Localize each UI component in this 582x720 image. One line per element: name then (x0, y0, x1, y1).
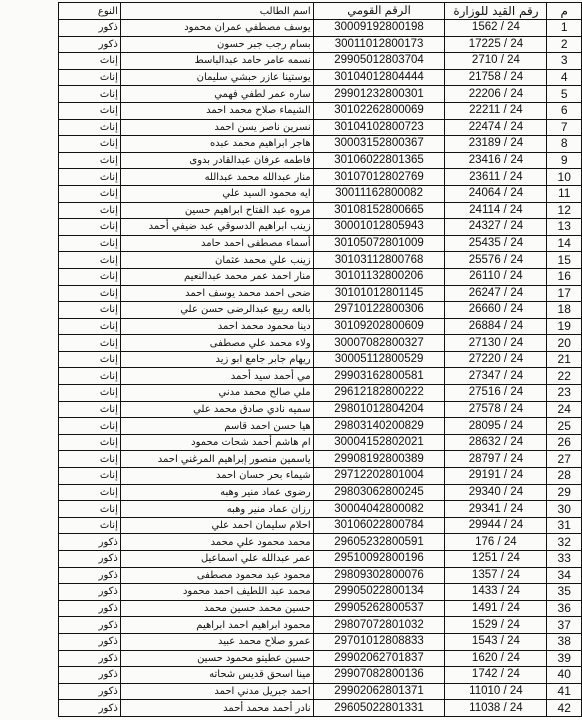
cell-index: 11 (547, 185, 582, 202)
cell-registration-number: 24 / 1251 (445, 551, 547, 568)
cell-index: 40 (547, 667, 582, 684)
cell-national-id: 29905262800537 (313, 600, 445, 617)
cell-national-id: 29809302800076 (313, 567, 445, 584)
cell-gender: إناث (59, 302, 121, 319)
table-row (59, 385, 582, 402)
cell-gender: ذكور (59, 36, 121, 53)
cell-student-name: هيا حسن احمد قاسم (120, 418, 313, 435)
cell-gender: إناث (59, 252, 121, 269)
cell-index: 23 (547, 385, 582, 402)
table-row (59, 683, 582, 700)
cell-national-id: 29803140200829 (313, 418, 445, 435)
cell-national-id: 29510092800196 (313, 551, 445, 568)
cell-student-name: رضوى عماد منير وهبه (120, 484, 313, 501)
table-row (59, 335, 582, 352)
cell-index: 37 (547, 617, 582, 634)
cell-index: 3 (547, 53, 582, 70)
cell-national-id: 29903162800581 (313, 368, 445, 385)
cell-registration-number: 24 / 1357 (445, 567, 547, 584)
cell-gender: ذكور (59, 584, 121, 601)
cell-index: 34 (547, 567, 582, 584)
table-row (59, 650, 582, 667)
cell-national-id: 30104012804444 (313, 69, 445, 86)
header-registration-number: رقم القيد للوزارة (445, 3, 547, 20)
cell-index: 21 (547, 351, 582, 368)
table-row (59, 53, 582, 70)
cell-index: 22 (547, 368, 582, 385)
cell-student-name: احمد جبريل مدني احمد (120, 683, 313, 700)
cell-student-name: محمود ابراهيم احمد ابراهيم (120, 617, 313, 634)
cell-national-id: 30108152800665 (313, 202, 445, 219)
table-row (59, 401, 582, 418)
cell-index: 42 (547, 700, 582, 717)
cell-index: 5 (547, 86, 582, 103)
cell-student-name: حسين محمد حسين محمد (120, 600, 313, 617)
cell-gender: إناث (59, 235, 121, 252)
cell-registration-number: 24 / 17225 (445, 36, 547, 53)
cell-national-id: 30101012801145 (313, 285, 445, 302)
cell-national-id: 29905012803704 (313, 53, 445, 70)
cell-student-name: ولاء محمد علي مصطفى (120, 335, 313, 352)
cell-index: 20 (547, 335, 582, 352)
cell-national-id: 30004152802021 (313, 434, 445, 451)
table-row (59, 86, 582, 103)
cell-gender: إناث (59, 102, 121, 119)
table-row (59, 119, 582, 136)
cell-registration-number: 24 / 26110 (445, 268, 547, 285)
cell-index: 25 (547, 418, 582, 435)
cell-index: 26 (547, 434, 582, 451)
cell-gender: إناث (59, 169, 121, 186)
cell-gender: إناث (59, 401, 121, 418)
cell-student-name: الشيماء صلاح محمد احمد (120, 102, 313, 119)
cell-student-name: ملي صالح محمد مدني (120, 385, 313, 402)
cell-national-id: 30106022801365 (313, 152, 445, 169)
cell-registration-number: 24 / 26884 (445, 318, 547, 335)
cell-student-name: ياسمين منصور إبراهيم المرغني احمد (120, 451, 313, 468)
table-row (59, 368, 582, 385)
cell-national-id: 29701012808833 (313, 633, 445, 650)
cell-student-name: محمود عبد محمود مصطفى (120, 567, 313, 584)
cell-national-id: 30004042800082 (313, 501, 445, 518)
cell-gender: إناث (59, 268, 121, 285)
table-row (59, 600, 582, 617)
cell-gender: إناث (59, 517, 121, 534)
cell-gender: إناث (59, 119, 121, 136)
cell-gender: إناث (59, 136, 121, 153)
cell-student-name: هاجر ابراهيم محمد عبده (120, 136, 313, 153)
table-row (59, 136, 582, 153)
cell-national-id: 30011012800173 (313, 36, 445, 53)
table-row (59, 302, 582, 319)
cell-national-id: 30102262800069 (313, 102, 445, 119)
cell-student-name: ريهام جابر جامع ابو زيد (120, 351, 313, 368)
cell-student-name: شيماء بحر حسان احمد (120, 468, 313, 485)
cell-student-name: دينا محمود محمد احمد (120, 318, 313, 335)
cell-gender: إناث (59, 335, 121, 352)
table-row (59, 667, 582, 684)
cell-gender: ذكور (59, 617, 121, 634)
cell-gender: إناث (59, 69, 121, 86)
cell-registration-number: 24 / 22206 (445, 86, 547, 103)
table-row (59, 700, 582, 717)
cell-gender: إناث (59, 368, 121, 385)
cell-student-name: يوستينا عازر حبشي سليمان (120, 69, 313, 86)
cell-gender: ذكور (59, 600, 121, 617)
cell-registration-number: 24 / 28632 (445, 434, 547, 451)
cell-national-id: 30101132800206 (313, 268, 445, 285)
cell-registration-number: 24 / 23611 (445, 169, 547, 186)
cell-student-name: منار احمد عمر محمد عبدالنعيم (120, 268, 313, 285)
cell-index: 9 (547, 152, 582, 169)
table-row (59, 584, 582, 601)
table-row (59, 418, 582, 435)
cell-registration-number: 24 / 25435 (445, 235, 547, 252)
table-row (59, 517, 582, 534)
students-table (58, 2, 582, 717)
cell-registration-number: 24 / 11010 (445, 683, 547, 700)
cell-index: 15 (547, 252, 582, 269)
cell-student-name: أسماء مصطفى احمد حامد (120, 235, 313, 252)
cell-index: 35 (547, 584, 582, 601)
cell-student-name: احلام سليمان احمد علي (120, 517, 313, 534)
cell-index: 2 (547, 36, 582, 53)
cell-registration-number: 24 / 28095 (445, 418, 547, 435)
cell-index: 41 (547, 683, 582, 700)
cell-registration-number: 24 / 1562 (445, 20, 547, 37)
cell-student-name: بسام رجب جبر حسون (120, 36, 313, 53)
cell-registration-number: 24 / 24064 (445, 185, 547, 202)
cell-national-id: 29905022800134 (313, 584, 445, 601)
cell-index: 27 (547, 451, 582, 468)
table-row (59, 152, 582, 169)
cell-gender: إناث (59, 53, 121, 70)
cell-student-name: ايه محمود السيد علي (120, 185, 313, 202)
cell-registration-number: 24 / 29191 (445, 468, 547, 485)
cell-student-name: يوسف مصطفي عمران محمود (120, 20, 313, 37)
cell-registration-number: 24 / 27347 (445, 368, 547, 385)
cell-index: 7 (547, 119, 582, 136)
cell-index: 31 (547, 517, 582, 534)
table-row (59, 268, 582, 285)
table-row (59, 185, 582, 202)
cell-gender: ذكور (59, 667, 121, 684)
table-row (59, 235, 582, 252)
cell-index: 30 (547, 501, 582, 518)
cell-index: 14 (547, 235, 582, 252)
cell-index: 17 (547, 285, 582, 302)
cell-gender: إناث (59, 202, 121, 219)
cell-registration-number: 24 / 22474 (445, 119, 547, 136)
cell-index: 28 (547, 468, 582, 485)
cell-gender: ذكور (59, 20, 121, 37)
cell-national-id: 30106022800784 (313, 517, 445, 534)
cell-national-id: 30107012802769 (313, 169, 445, 186)
header-student-name: اسم الطالب (120, 3, 313, 20)
table-row (59, 285, 582, 302)
cell-registration-number: 24 / 22211 (445, 102, 547, 119)
cell-gender: إناث (59, 418, 121, 435)
cell-gender: إناث (59, 484, 121, 501)
cell-index: 19 (547, 318, 582, 335)
cell-index: 10 (547, 169, 582, 186)
cell-student-name: مينا اسحق قديس شحاته (120, 667, 313, 684)
cell-registration-number: 24 / 29341 (445, 501, 547, 518)
cell-gender: ذكور (59, 650, 121, 667)
cell-gender: ذكور (59, 567, 121, 584)
cell-student-name: نسرين ناصر يسن احمد (120, 119, 313, 136)
cell-registration-number: 24 / 27130 (445, 335, 547, 352)
cell-registration-number: 24 / 25576 (445, 252, 547, 269)
table-row (59, 434, 582, 451)
header-gender: النوع (59, 3, 121, 20)
cell-index: 6 (547, 102, 582, 119)
cell-national-id: 29907082800136 (313, 667, 445, 684)
cell-registration-number: 24 / 24114 (445, 202, 547, 219)
cell-student-name: زينب ابراهيم الدسوقي عبد ضيفي أحمد (120, 219, 313, 236)
cell-gender: ذكور (59, 633, 121, 650)
table-row (59, 351, 582, 368)
table-row (59, 252, 582, 269)
table-row (59, 451, 582, 468)
cell-student-name: نسمه عامر حامد عبدالباسط (120, 53, 313, 70)
cell-registration-number: 24 / 1742 (445, 667, 547, 684)
table-row (59, 501, 582, 518)
cell-registration-number: 24 / 23189 (445, 136, 547, 153)
cell-national-id: 30003152800367 (313, 136, 445, 153)
table-row (59, 617, 582, 634)
table-row (59, 102, 582, 119)
cell-registration-number: 24 / 2710 (445, 53, 547, 70)
cell-national-id: 29801012804204 (313, 401, 445, 418)
cell-registration-number: 24 / 28797 (445, 451, 547, 468)
cell-student-name: ساره عمر لطفي فهمي (120, 86, 313, 103)
cell-student-name: زينب علي محمد عثمان (120, 252, 313, 269)
cell-student-name: مروه عبد الفتاح ابراهيم حسين (120, 202, 313, 219)
cell-gender: إناث (59, 152, 121, 169)
cell-national-id: 29902062801371 (313, 683, 445, 700)
cell-gender: ذكور (59, 683, 121, 700)
table-row (59, 36, 582, 53)
cell-national-id: 30001012805943 (313, 219, 445, 236)
cell-index: 33 (547, 551, 582, 568)
cell-student-name: رزان عماد منير وهبه (120, 501, 313, 518)
table-row (59, 534, 582, 551)
cell-national-id: 30104102800723 (313, 119, 445, 136)
cell-gender: إناث (59, 351, 121, 368)
cell-registration-number: 24 / 11038 (445, 700, 547, 717)
cell-gender: إناث (59, 86, 121, 103)
cell-index: 18 (547, 302, 582, 319)
cell-gender: ذكور (59, 551, 121, 568)
cell-national-id: 30105072801009 (313, 235, 445, 252)
cell-index: 38 (547, 633, 582, 650)
cell-national-id: 30011162800082 (313, 185, 445, 202)
table-row (59, 468, 582, 485)
table-row (59, 567, 582, 584)
table-row (59, 202, 582, 219)
cell-registration-number: 24 / 1433 (445, 584, 547, 601)
table-row (59, 219, 582, 236)
cell-national-id: 29605022801331 (313, 700, 445, 717)
cell-national-id: 29901232800301 (313, 86, 445, 103)
cell-national-id: 29908192800389 (313, 451, 445, 468)
cell-gender: إناث (59, 434, 121, 451)
cell-national-id: 30005112800529 (313, 351, 445, 368)
cell-student-name: محمد محمود علي محمد (120, 534, 313, 551)
cell-gender: ذكور (59, 534, 121, 551)
table-row (59, 20, 582, 37)
cell-student-name: حسين عطيتو محمود حسين (120, 650, 313, 667)
cell-index: 1 (547, 20, 582, 37)
cell-student-name: عمر عبدالله علي اسماعيل (120, 551, 313, 568)
table-row (59, 69, 582, 86)
cell-registration-number: 24 / 26660 (445, 302, 547, 319)
cell-student-name: بالعه ربيع عبدالرضى حسن علي (120, 302, 313, 319)
cell-national-id: 29710122800306 (313, 302, 445, 319)
cell-national-id: 30103112800768 (313, 252, 445, 269)
header-national-id: الرقم القومي (313, 3, 445, 20)
cell-registration-number: 24 / 1529 (445, 617, 547, 634)
cell-index: 12 (547, 202, 582, 219)
cell-gender: ذكور (59, 700, 121, 717)
cell-registration-number: 24 / 23416 (445, 152, 547, 169)
cell-index: 16 (547, 268, 582, 285)
cell-student-name: محمد عبد اللطيف احمد محمود (120, 584, 313, 601)
cell-index: 29 (547, 484, 582, 501)
cell-registration-number: 24 / 1491 (445, 600, 547, 617)
cell-index: 13 (547, 219, 582, 236)
cell-national-id: 30009192800198 (313, 20, 445, 37)
table-body (59, 20, 582, 717)
cell-national-id: 29612182800222 (313, 385, 445, 402)
cell-national-id: 30109202800609 (313, 318, 445, 335)
cell-registration-number: 24 / 29944 (445, 517, 547, 534)
cell-student-name: فاطمه عرفان عبدالقادر بدوى (120, 152, 313, 169)
cell-gender: إناث (59, 385, 121, 402)
cell-registration-number: 24 / 1620 (445, 650, 547, 667)
cell-index: 32 (547, 534, 582, 551)
cell-national-id: 29712202801004 (313, 468, 445, 485)
cell-gender: إناث (59, 501, 121, 518)
cell-national-id: 29605232800591 (313, 534, 445, 551)
cell-national-id: 29807072801032 (313, 617, 445, 634)
cell-index: 24 (547, 401, 582, 418)
cell-student-name: عمرو صلاح محمد عبيد (120, 633, 313, 650)
cell-student-name: سميه نادي صادق محمد علي (120, 401, 313, 418)
cell-student-name: مي أحمد سيد أحمد (120, 368, 313, 385)
cell-registration-number: 24 / 27220 (445, 351, 547, 368)
table-row (59, 169, 582, 186)
cell-gender: إناث (59, 219, 121, 236)
cell-registration-number: 24 / 24327 (445, 219, 547, 236)
cell-registration-number: 24 / 21758 (445, 69, 547, 86)
table-row (59, 318, 582, 335)
cell-gender: إناث (59, 285, 121, 302)
cell-national-id: 29902062701837 (313, 650, 445, 667)
cell-student-name: نادر أحمد محمد أحمد (120, 700, 313, 717)
header-index: م (547, 3, 582, 20)
cell-gender: إناث (59, 451, 121, 468)
table-header-row (59, 3, 582, 20)
cell-student-name: ضحى احمد محمد يوسف احمد (120, 285, 313, 302)
cell-index: 36 (547, 600, 582, 617)
cell-index: 39 (547, 650, 582, 667)
cell-gender: إناث (59, 468, 121, 485)
table-row (59, 551, 582, 568)
cell-registration-number: 24 / 27578 (445, 401, 547, 418)
cell-registration-number: 24 / 29340 (445, 484, 547, 501)
cell-index: 4 (547, 69, 582, 86)
cell-national-id: 29803062800245 (313, 484, 445, 501)
cell-gender: إناث (59, 185, 121, 202)
cell-registration-number: 24 / 176 (445, 534, 547, 551)
cell-registration-number: 24 / 26247 (445, 285, 547, 302)
table-row (59, 633, 582, 650)
cell-student-name: ام هاشم أحمد شحات محمود (120, 434, 313, 451)
cell-registration-number: 24 / 1543 (445, 633, 547, 650)
cell-gender: إناث (59, 318, 121, 335)
cell-student-name: منار عبدالله محمد عبدالله (120, 169, 313, 186)
cell-registration-number: 24 / 27516 (445, 385, 547, 402)
cell-national-id: 30007082800327 (313, 335, 445, 352)
cell-index: 8 (547, 136, 582, 153)
table-row (59, 484, 582, 501)
